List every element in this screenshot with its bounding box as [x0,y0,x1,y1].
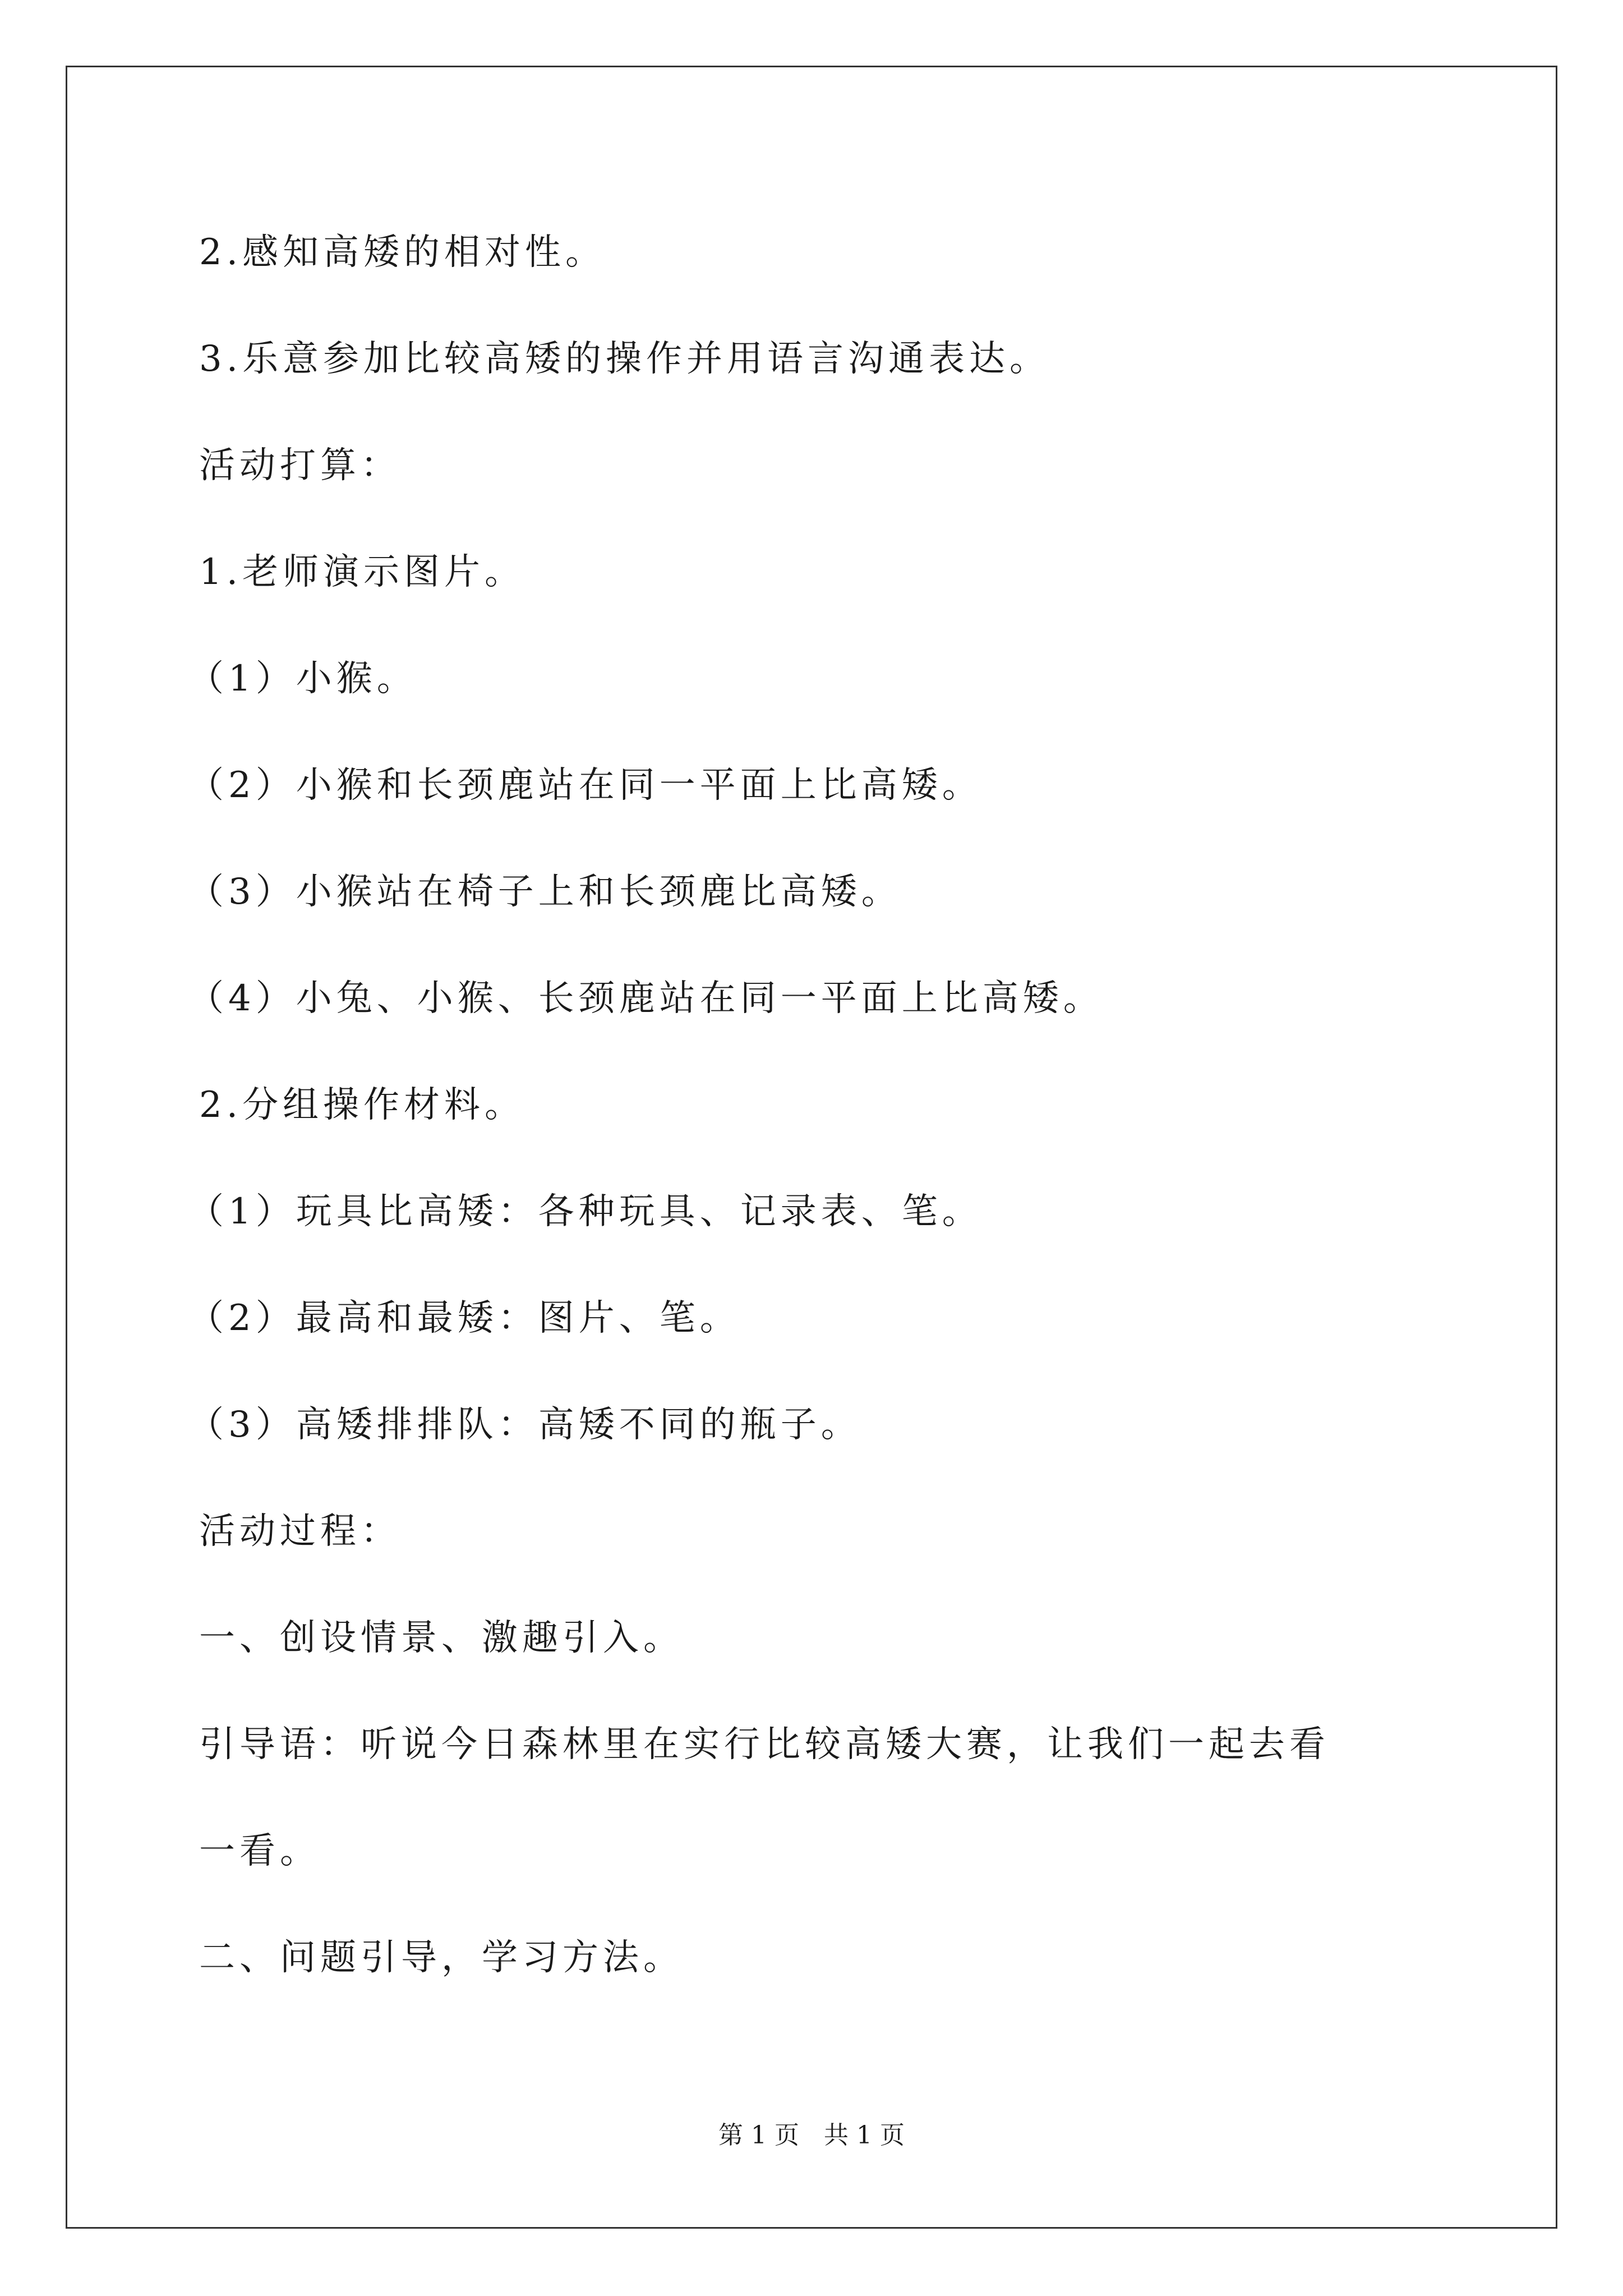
paragraph-13: 活动过程： [199,1511,401,1552]
paragraph-7: （3）小猴站在椅子上和长颈鹿比高矮。 [188,871,902,913]
paragraph-16: 二、问题引导，学习方法。 [199,1937,684,1978]
page-footer: 第 1 页 共 1 页 [718,2121,905,2150]
paragraph-5: （1）小猴。 [188,658,417,700]
paragraph-1: 2.感知高矮的相对性。 [199,232,606,273]
paragraph-6: （2）小猴和长颈鹿站在同一平面上比高矮。 [188,765,983,806]
page-border [66,66,1557,2229]
paragraph-4: 1.老师演示图片。 [199,551,525,593]
paragraph-15-line-1: 引导语：听说今日森林里在实行比较高矮大赛，让我们一起去看 [199,1724,1330,1765]
paragraph-10: （1）玩具比高矮：各种玩具、记录表、笔。 [188,1191,983,1232]
paragraph-15-line-2: 一看。 [199,1830,320,1872]
paragraph-3: 活动打算： [199,445,401,486]
paragraph-12: （3）高矮排排队：高矮不同的瓶子。 [188,1404,861,1446]
paragraph-14: 一、创设情景、激趣引入。 [199,1617,684,1659]
paragraph-9: 2.分组操作材料。 [199,1084,525,1126]
paragraph-2: 3.乐意参加比较高矮的操作并用语言沟通表达。 [199,338,1050,380]
paragraph-8: （4）小兔、小猴、长颈鹿站在同一平面上比高矮。 [188,978,1104,1019]
paragraph-11: （2）最高和最矮：图片、笔。 [188,1297,740,1339]
